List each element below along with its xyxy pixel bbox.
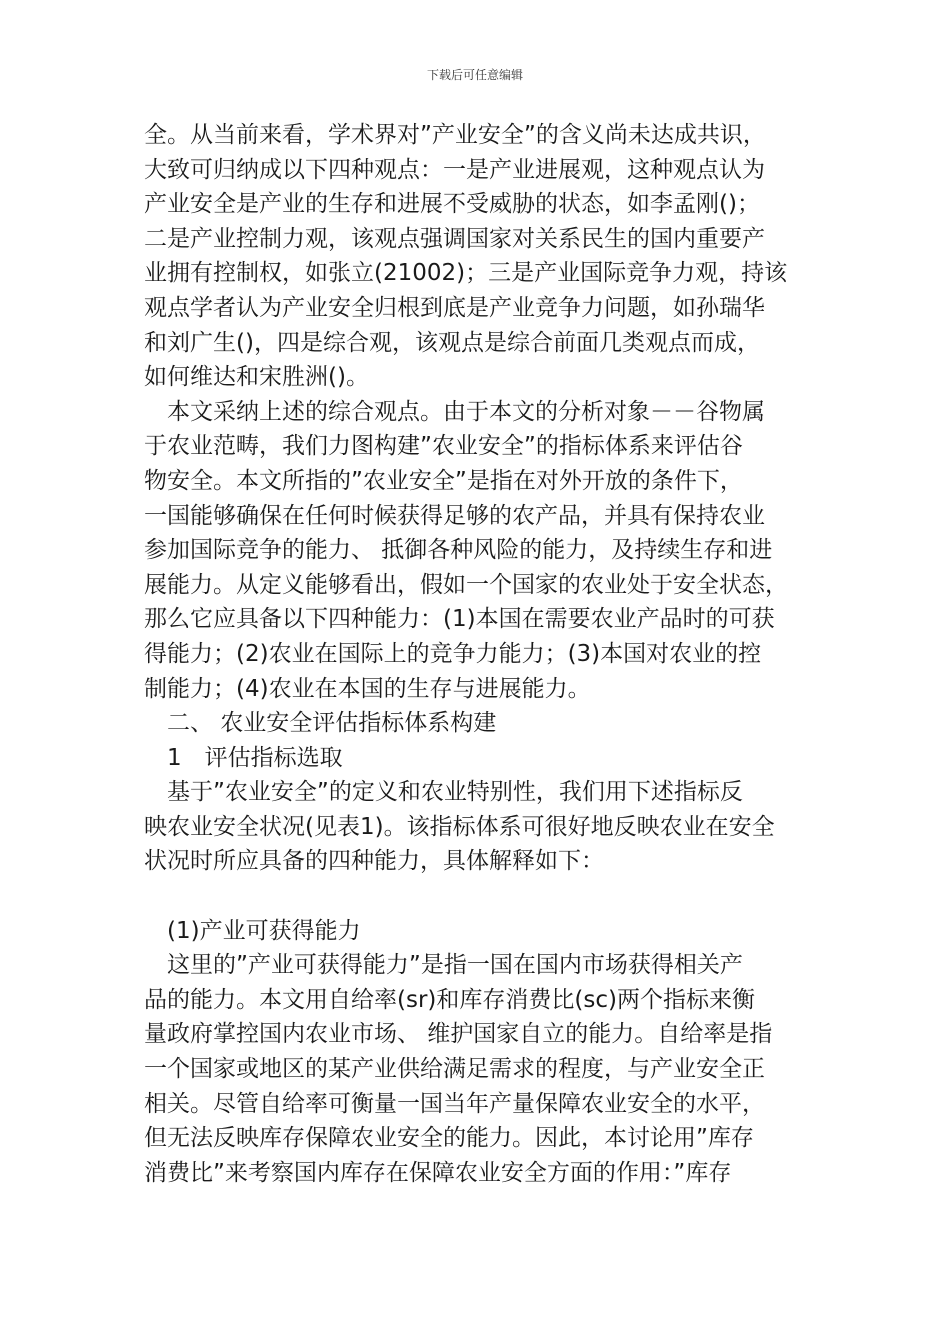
subsection-heading: 1 评估指标选取 <box>167 744 343 771</box>
text-line: 和刘广生()，四是综合观，该观点是综合前面几类观点而成， <box>144 329 760 356</box>
text-line: 大致可归纳成以下四种观点：一是产业进展观，这种观点认为 <box>144 156 765 183</box>
text-line: 但无法反映库存保障农业安全的能力。因此，本讨论用”库存 <box>144 1125 754 1152</box>
text-line: 品的能力。本文用自给率(sr)和库存消费比(sc)两个指标来衡 <box>144 986 755 1013</box>
text-line: 参加国际竞争的能力、 抵御各种风险的能力，及持续生存和进 <box>144 537 773 564</box>
text-line: 制能力；(4)农业在本国的生存与进展能力。 <box>144 675 591 702</box>
paragraph-start-line: 本文采纳上述的综合观点。由于本文的分析对象－－谷物属 <box>167 398 765 425</box>
text-line: 状况时所应具备的四种能力，具体解释如下： <box>144 848 604 875</box>
text-line: 业拥有控制权，如张立(21002)；三是产业国际竞争力观，持该 <box>144 260 788 287</box>
header-note: 下载后可任意编辑 <box>426 68 523 82</box>
text-line: 相关。尽管自给率可衡量一国当年产量保障农业安全的水平， <box>144 1090 765 1117</box>
text-line: 一个国家或地区的某产业供给满足需求的程度，与产业安全正 <box>144 1056 765 1083</box>
text-line: 量政府掌控国内农业市场、 维护国家自立的能力。自给率是指 <box>144 1021 773 1048</box>
text-line: 产业安全是产业的生存和进展不受威胁的状态，如李孟刚()； <box>144 191 760 218</box>
text-line: 得能力；(2)农业在国际上的竞争力能力；(3)本国对农业的控 <box>144 640 762 667</box>
paragraph-start-line: 这里的”产业可获得能力”是指一国在国内市场获得相关产 <box>167 952 743 979</box>
text-line: 观点学者认为产业安全归根到底是产业竞争力问题，如孙瑞华 <box>144 294 765 321</box>
text-line: 那么它应具备以下四种能力：(1)本国在需要农业产品时的可获 <box>144 606 775 633</box>
item-heading: (1)产业可获得能力 <box>167 917 361 944</box>
paragraph-start-line: 基于”农业安全”的定义和农业特别性，我们用下述指标反 <box>167 779 743 806</box>
text-line: 如何维达和宋胜洲()。 <box>144 364 369 391</box>
text-line: 消费比”来考察国内库存在保障农业安全方面的作用：”库存 <box>144 1159 732 1186</box>
text-line: 于农业范畴，我们力图构建”农业安全”的指标体系来评估谷 <box>144 433 743 460</box>
text-line: 一国能够确保在任何时候获得足够的农产品，并具有保持农业 <box>144 502 765 529</box>
text-line: 展能力。从定义能够看出，假如一个国家的农业处于安全状态， <box>144 571 788 598</box>
text-line: 全。从当前来看，学术界对”产业安全”的含义尚未达成共识， <box>144 122 766 148</box>
section-heading: 二、 农业安全评估指标体系构建 <box>167 710 497 737</box>
text-line: 二是产业控制力观，该观点强调国家对关系民生的国内重要产 <box>144 225 765 252</box>
text-line: 映农业安全状况(见表1)。该指标体系可很好地反映农业在安全 <box>144 813 775 840</box>
text-line: 物安全。本文所指的”农业安全”是指在对外开放的条件下， <box>144 467 743 494</box>
body-text <box>144 118 794 1190</box>
blank-line <box>144 879 794 914</box>
